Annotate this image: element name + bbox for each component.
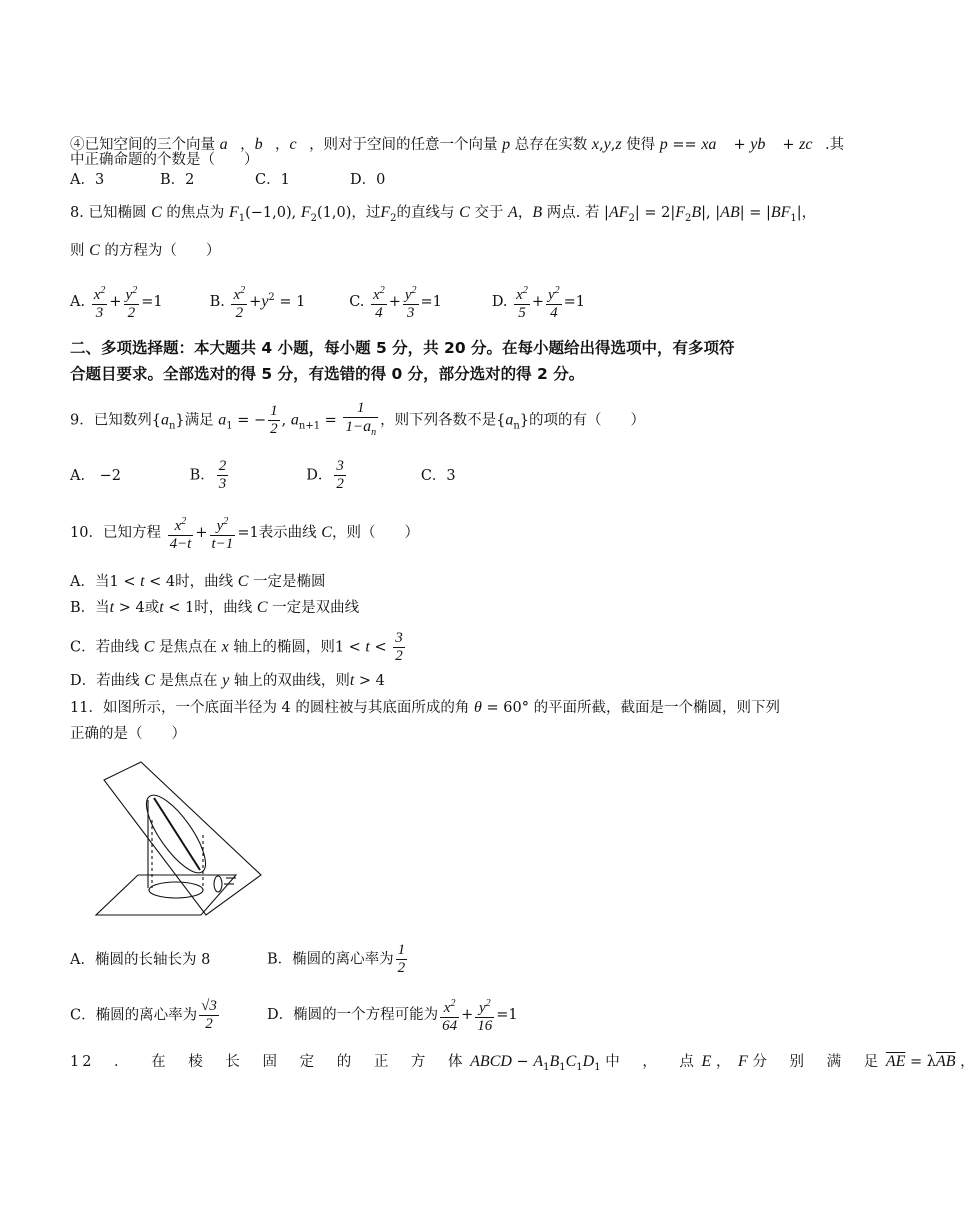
q10-option-a: A．当1 < t < 4时，曲线 C 一定是椭圆: [70, 573, 326, 590]
q11-options-cd: C．椭圆的离心率为 $\frac{√3}{2}$ D．椭圆的一个方程可能为 $\frac{x^2}{64}$ + $\frac{y^2}{16}$ =1: [70, 995, 518, 1035]
q8-line2: 则 C 的方程为（ ）: [70, 242, 221, 259]
q12-stem: 12 ． 在 棱 长 固 定 的 正 方 体 ABCD − $A_1B_1C_1D_1$ 中 ， 点 E ， F 分 别 满 足 $\overline{AE} = \lambda\overline{AB}$ ，: [70, 1053, 975, 1073]
cylinder-cut-figure: [96, 760, 261, 920]
q7-options: A．3 B．2 C．1 D．0: [70, 172, 386, 188]
q10-stem: 10．已知方程 $\frac{x^2}{4-t}$ + $\frac{y^2}{t-1}$ =1表示曲线 C，则（ ）: [70, 513, 419, 553]
q10-option-c: C．若曲线 C 是焦点在 x 轴上的椭圆，则1 < t < $\frac{3}{2}$: [70, 630, 403, 664]
q10-option-d: D．若曲线 C 是焦点在 y 轴上的双曲线，则t > 4: [70, 672, 385, 689]
section2-heading-line1: 二、多项选择题：本大题共 4 小题，每小题 5 分，共 20 分。在每小题给出得选项中，有多项符: [70, 339, 735, 357]
section2-heading-line2: 合题目要求。全部选对的得 5 分，有选错的得 0 分，部分选对的得 2 分。: [70, 365, 585, 383]
q9-stem: 9．已知数列$\{a_n\}$满足 $a_1$ = − $\frac{1}{2}$ , $a_{n+1}$ = $\frac{1}{1-a_n}$ ，则下列各数不是$\{a_n\}$的项的有（ ）: [70, 400, 645, 438]
q11-stem-line2: 正确的是（ ）: [70, 726, 186, 742]
q11-options-ab: A．椭圆的长轴长为 8 B．椭圆的离心率为 $\frac{1}{2}$: [70, 942, 406, 976]
q10-option-b: B．当t > 4或t < 1时，曲线 C 一定是双曲线: [70, 599, 360, 616]
q8-options: A. $\frac{x^2}{3}$ + $\frac{y^2}{2}$ =1 B. $\frac{x^2}{2}$ $+y^2 = 1$ C. $\frac{x^2}{4}$ + $\frac{y^2}{3}$ =1 D. $\frac{x^2}{5}$ + $\frac{y^2}{4}$ =1: [70, 282, 585, 322]
q7-statement-4: ④已知空间的三个向量 a⃗，b⃗，c⃗，则对于空间的任意一个向量 p 总存在实数 x,y,z 使得 p == xa⃗ + yb⃗ + zc⃗.其: [70, 136, 845, 153]
q9-options: A． −2 B． $\frac{2}{3}$ D． $\frac{3}{2}$ C．3: [70, 458, 456, 492]
q7-line2: 中正确命题的个数是（ ）: [70, 152, 259, 168]
q8-stem: 8. 已知椭圆 C 的焦点为 $F_1(-1,0)$, $F_2(1,0)$，过$F_2$的直线与 C 交于 A，B 两点. 若 $|AF_2| = 2|F_2B|$, $|AB| = |BF_1|$，: [70, 204, 817, 224]
q11-stem-line1: 11．如图所示，一个底面半径为 4 的圆柱被与其底面所成的角 θ = 60° 的平面所截，截面是一个椭圆，则下列: [70, 699, 781, 716]
